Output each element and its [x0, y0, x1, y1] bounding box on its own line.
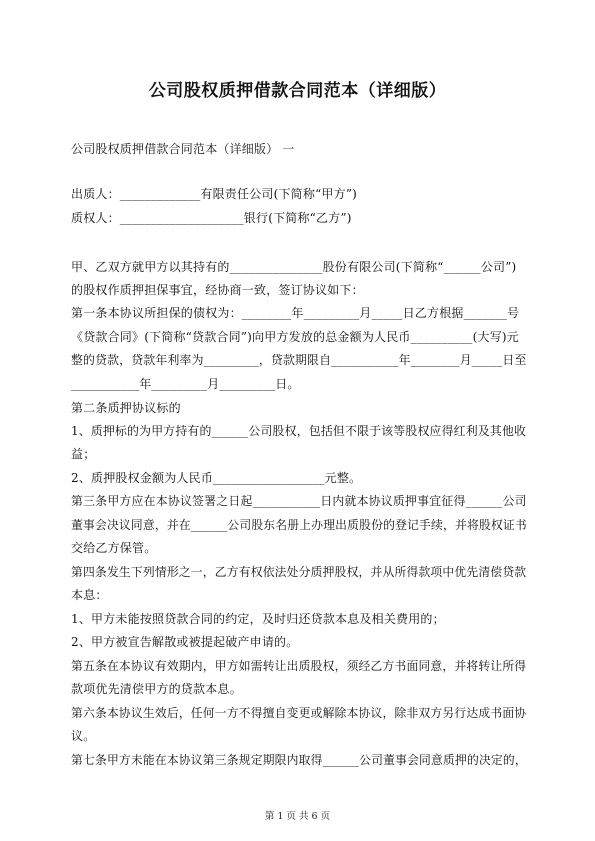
- page-footer: 第 1 页 共 6 页: [264, 811, 331, 822]
- body-line: 第五条在本协议有效期内，甲方如需转让出质股权，须经乙方书面同意，并将转让所得: [71, 659, 527, 673]
- body-line: 款项优先清偿甲方的贷款本息。: [71, 682, 242, 696]
- body-line: 第一条本协议所担保的债权为：________年_________月_____日乙方根据_______号: [71, 306, 520, 320]
- body-line: 议。: [71, 729, 96, 743]
- body-line: 1、质押标的为甲方持有的______公司股权，包括但不限于该等股权应得红利及其他收: [71, 424, 527, 438]
- body-line: 第三条甲方应在本协议签署之日起___________日内就本协议质押事宜征得______公司: [71, 494, 527, 508]
- document-title: 公司股权质押借款合同范本（详细版）: [148, 81, 447, 101]
- body-line: 整的贷款，贷款年利率为_________，贷款期限自___________年________月_____日至: [71, 353, 527, 367]
- body-line: 第六条本协议生效后，任何一方不得擅自变更或解除本协议，除非双方另行达成书面协: [71, 706, 527, 720]
- body-line: 第四条发生下列情形之一，乙方有权依法处分质押股权，并从所得款项中优先清偿贷款: [71, 565, 527, 579]
- section-heading: 第二条质押协议标的: [71, 401, 181, 415]
- party-pledgor: 出质人：_____________有限责任公司(下简称“甲方”): [71, 187, 358, 201]
- body-line: 的股权作质押担保事宜，经协商一致，签订协议如下：: [71, 283, 364, 297]
- body-line: 《贷款合同》(下简称“贷款合同”)向甲方发放的总金额为人民币__________(大写)元: [71, 330, 519, 344]
- body-line: 甲、乙双方就甲方以其持有的_______________股份有限公司(下简称“______公司”): [71, 260, 517, 274]
- body-line: 董事会决议同意，并在______公司股东名册上办理出质股份的登记手续，并将股权证书: [71, 518, 527, 532]
- body-line: ___________年_________月_________日。: [71, 377, 300, 391]
- body-line: 2、质押股权金额为人民币__________________元整。: [71, 471, 362, 485]
- body-line: 2、甲方被宣告解散或被提起破产申请的。: [71, 635, 299, 649]
- body-line: 本息：: [71, 588, 108, 602]
- party-pledgee: 质权人：____________________银行(下简称“乙方”): [71, 211, 352, 225]
- body-line: 第七条甲方未能在本协议第三条规定期限内取得______公司董事会同意质押的决定的，: [71, 753, 527, 767]
- body-line: 益；: [71, 447, 96, 461]
- body-line: 1、甲方未能按照贷款合同的约定，及时归还贷款本息及相关费用的；: [71, 612, 445, 626]
- body-line: 交给乙方保管。: [71, 541, 157, 555]
- document-subtitle: 公司股权质押借款合同范本（详细版） 一: [71, 142, 295, 156]
